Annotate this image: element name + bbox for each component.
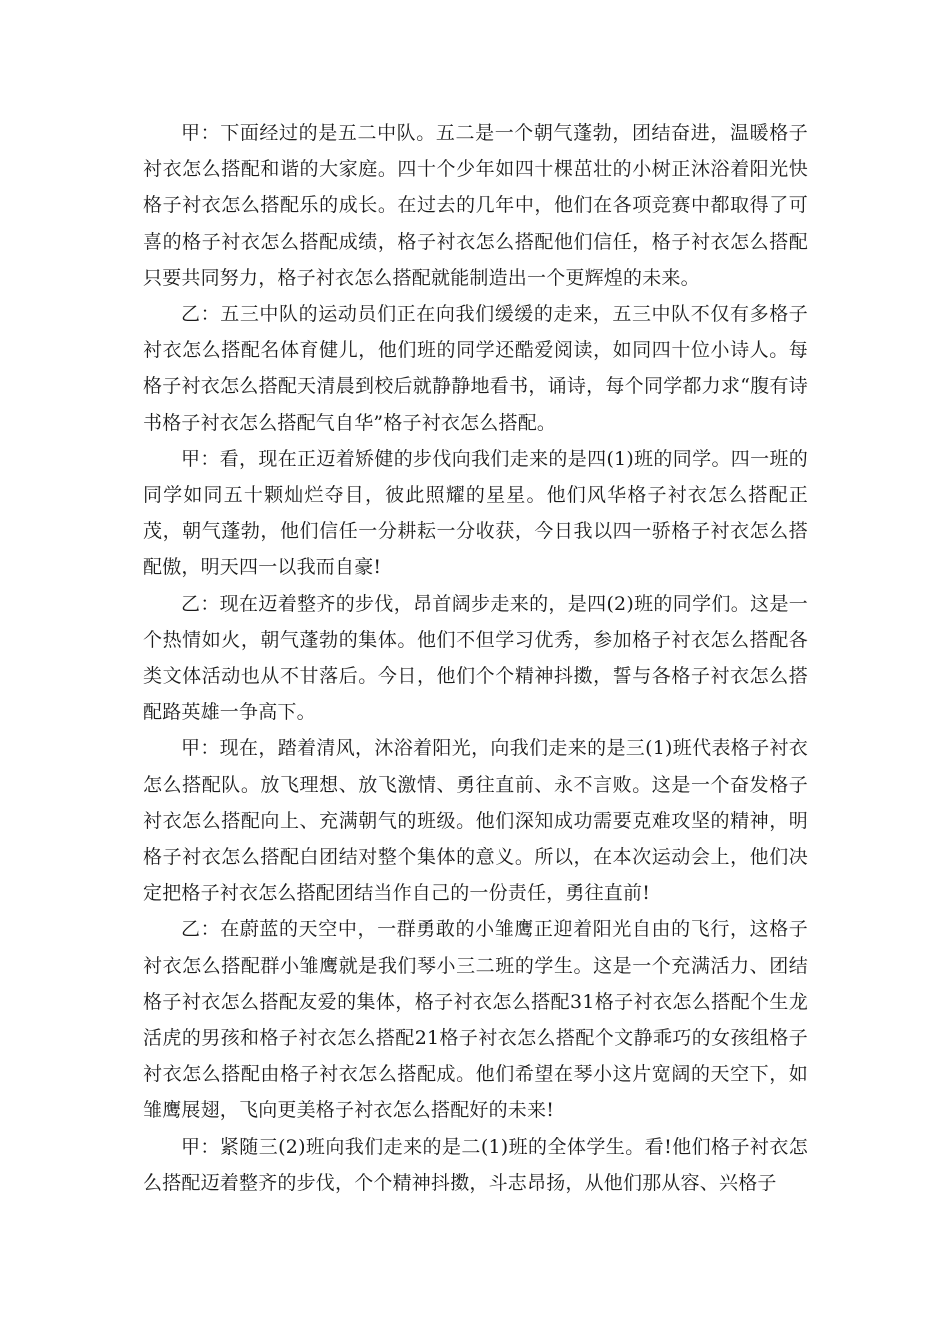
paragraph: 甲：下面经过的是五二中队。五二是一个朝气蓬勃，团结奋进，温暖格子衬衣怎么搭配和谐的大家庭。四十个少年如四十棵茁壮的小树正沐浴着阳光快格子衬衣怎么搭配乐的成长。在过去的几年中，他们在各项竞赛中都取得了可喜的格子衬衣怎么搭配成绩，格子衬衣怎么搭配他们信任，格子衬衣怎么搭配只要共同努力，格子衬衣怎么搭配就能制造出一个更辉煌的未来。 — [143, 122, 808, 289]
paragraph: 甲：紧随三(2)班向我们走来的是二(1)班的全体学生。看!他们格子衬衣怎么搭配迈着整齐的步伐，个个精神抖擞，斗志昂扬，从他们那从容、兴格子 — [143, 1135, 808, 1194]
document-body — [143, 115, 808, 1201]
paragraph: 乙：五三中队的运动员们正在向我们缓缓的走来，五三中队不仅有多格子衬衣怎么搭配名体育健儿，他们班的同学还酷爱阅读，如同四十位小诗人。每格子衬衣怎么搭配天清晨到校后就静静地看书，诵诗，每个同学都力求“腹有诗书格子衬衣怎么搭配气自华”格子衬衣怎么搭配。 — [143, 303, 808, 434]
paragraph: 甲：现在，踏着清风，沐浴着阳光，向我们走来的是三(1)班代表格子衬衣怎么搭配队。放飞理想、放飞激情、勇往直前、永不言败。这是一个奋发格子衬衣怎么搭配向上、充满朝气的班级。他们深知成功需要克难攻坚的精神，明格子衬衣怎么搭配白团结对整个集体的意义。所以，在本次运动会上，他们决定把格子衬衣怎么搭配团结当作自己的一份责任，勇往直前! — [143, 737, 808, 905]
paragraph: 乙：在蔚蓝的天空中，一群勇敢的小雏鹰正迎着阳光自由的飞行，这格子衬衣怎么搭配群小雏鹰就是我们琴小三二班的学生。这是一个充满活力、团结格子衬衣怎么搭配友爱的集体，格子衬衣怎么搭配31格子衬衣怎么搭配个生龙活虎的男孩和格子衬衣怎么搭配21格子衬衣怎么搭配个文静乖巧的女孩组格子衬衣怎么搭配由格子衬衣怎么搭配成。他们希望在琴小这片宽阔的天空下，如雏鹰展翅，飞向更美格子衬衣怎么搭配好的未来! — [143, 918, 808, 1122]
paragraph: 甲：看，现在正迈着矫健的步伐向我们走来的是四(1)班的同学。四一班的同学如同五十颗灿烂夺目，彼此照耀的星星。他们风华格子衬衣怎么搭配正茂，朝气蓬勃，他们信任一分耕耘一分收获，今日我以四一骄格子衬衣怎么搭配傲，明天四一以我而自豪! — [143, 447, 808, 579]
paragraph: 乙：现在迈着整齐的步伐，昂首阔步走来的，是四(2)班的同学们。这是一个热情如火，朝气蓬勃的集体。他们不但学习优秀，参加格子衬衣怎么搭配各类文体活动也从不甘落后。今日，他们个个精神抖擞，誓与各格子衬衣怎么搭配路英雄一争高下。 — [143, 592, 808, 724]
